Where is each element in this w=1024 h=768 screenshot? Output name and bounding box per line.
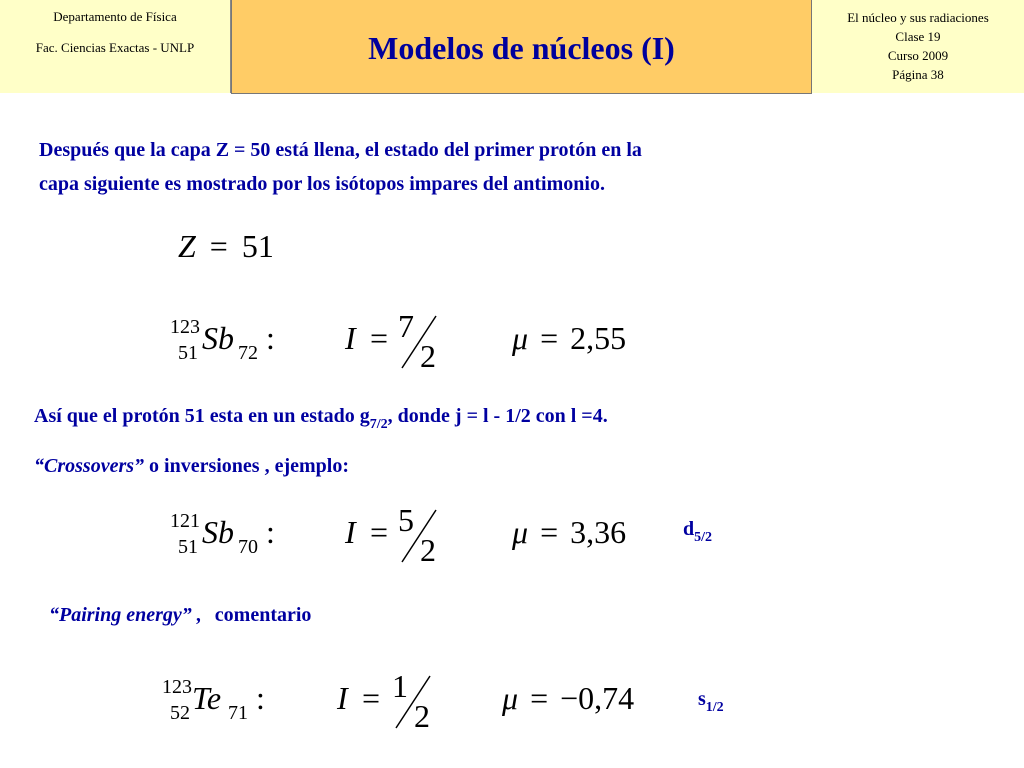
iso3-neutron-number: 71 <box>228 702 248 724</box>
course-name: El núcleo y sus radiaciones <box>847 10 989 25</box>
iso1-symbol: Sb <box>202 320 234 356</box>
crossovers-line <box>34 455 349 478</box>
proton-state-text <box>34 405 608 433</box>
mu-value: 3,36 <box>570 514 627 550</box>
state-text-start: Así que el protón 51 esta en un estado g <box>34 405 370 427</box>
iso1-spin-variable: I <box>345 320 356 356</box>
iso3-magnetic-moment <box>502 680 634 717</box>
pairing-energy-line <box>49 604 311 627</box>
mu-value: −0,74 <box>560 680 635 716</box>
iso1-atomic-number: 51 <box>178 342 198 364</box>
iso3-atomic-number: 52 <box>170 702 190 724</box>
state-subscript: 7/2 <box>369 417 388 432</box>
z-value: 51 <box>241 228 274 264</box>
iso1-spin-fraction <box>398 308 460 392</box>
iso2-orbital-label <box>683 518 712 546</box>
iso2-spin-equals: = <box>370 514 389 550</box>
intro-line-1: Después que la capa Z = 50 está llena, el estado del primer protón en la <box>39 139 642 161</box>
iso2-spin-denominator: 2 <box>420 532 436 568</box>
iso3-spin-numerator: 1 <box>392 668 408 704</box>
iso3-mass-number: 123 <box>162 676 192 698</box>
page-number: Página 38 <box>892 67 944 82</box>
iso3-spin-fraction <box>392 668 454 752</box>
iso3-spin-denominator: 2 <box>414 698 430 734</box>
crossovers-term: “Crossovers” <box>34 455 145 477</box>
orbital-letter: d <box>683 518 695 540</box>
state-text-end: , donde j = l - 1/2 con l =4. <box>387 405 608 427</box>
mu-equals: = <box>540 514 559 550</box>
iso3-orbital-label <box>698 688 724 716</box>
iso2-spin-fraction <box>398 502 460 586</box>
mu-equals: = <box>530 680 549 716</box>
iso2-spin-variable: I <box>345 514 356 550</box>
iso3-symbol: Te <box>192 680 222 716</box>
iso2-atomic-number: 51 <box>178 536 198 558</box>
orbital-subscript: 5/2 <box>694 530 713 545</box>
pairing-rest: comentario <box>214 604 312 626</box>
iso2-colon: : <box>266 514 275 550</box>
mu-value: 2,55 <box>570 320 627 356</box>
iso3-spin-equals: = <box>362 680 381 716</box>
header-left-panel <box>0 0 231 93</box>
header-right-panel <box>812 0 1024 93</box>
z-equals: = <box>209 228 228 264</box>
iso1-spin-numerator: 7 <box>398 308 414 344</box>
mu-equals: = <box>540 320 559 356</box>
header-title-panel <box>231 0 812 94</box>
iso3-colon: : <box>256 680 265 716</box>
iso2-mass-number: 121 <box>170 510 200 532</box>
iso1-spin-denominator: 2 <box>420 338 436 374</box>
iso1-neutron-number: 72 <box>238 342 258 364</box>
orbital-letter: s <box>698 688 706 710</box>
iso3-spin-variable: I <box>337 680 348 716</box>
z-variable: Z <box>178 228 196 264</box>
iso2-neutron-number: 70 <box>238 536 258 558</box>
orbital-subscript: 1/2 <box>705 700 724 715</box>
iso1-spin-equals: = <box>370 320 389 356</box>
iso1-colon: : <box>266 320 275 356</box>
mu-symbol: μ <box>512 514 529 550</box>
mu-symbol: μ <box>502 680 519 716</box>
iso2-magnetic-moment <box>512 514 626 551</box>
crossovers-rest: o inversiones , ejemplo: <box>144 455 349 477</box>
z-equation <box>178 228 274 265</box>
page-title: Modelos de núcleos (I) <box>368 30 675 66</box>
pairing-term: “Pairing energy” , <box>49 604 202 626</box>
intro-line-2: capa siguiente es mostrado por los isótopos impares del antimonio. <box>39 173 605 195</box>
iso1-mass-number: 123 <box>170 316 200 338</box>
department-label: Departamento de Física <box>53 9 177 24</box>
iso1-magnetic-moment <box>512 320 626 357</box>
class-number: Clase 19 <box>895 29 941 44</box>
faculty-label: Fac. Ciencias Exactas - UNLP <box>35 40 195 55</box>
iso2-spin-numerator: 5 <box>398 502 414 538</box>
mu-symbol: μ <box>512 320 529 356</box>
course-year: Curso 2009 <box>887 48 949 63</box>
iso2-symbol: Sb <box>202 514 234 550</box>
